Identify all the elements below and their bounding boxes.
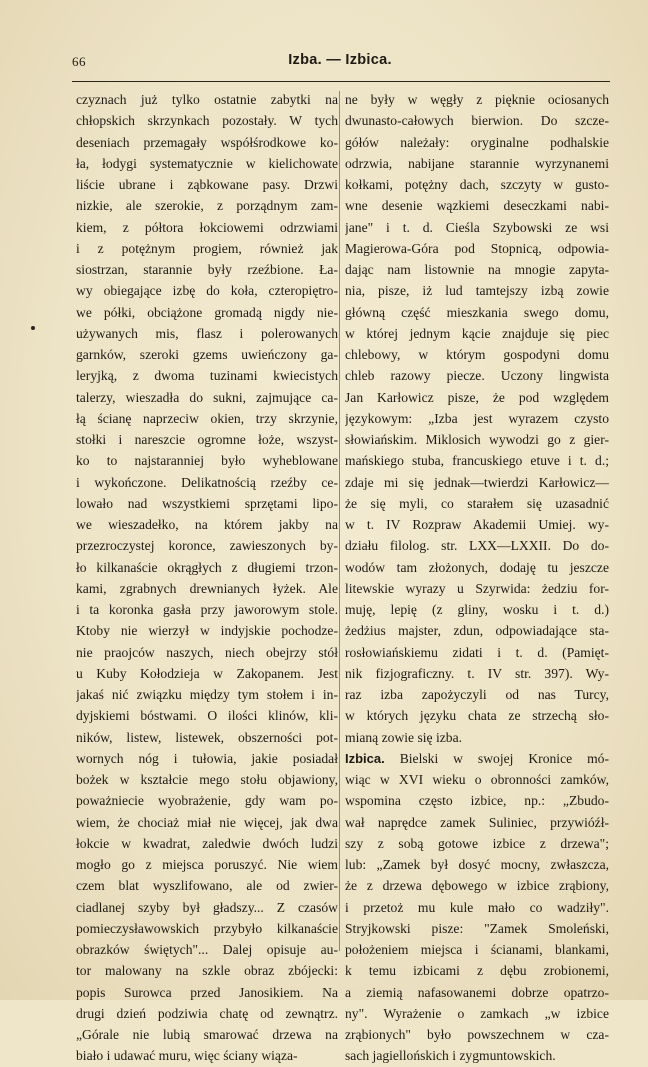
margin-mark — [31, 326, 35, 330]
text-line: popis Surowca przed Janosikiem. Na — [76, 984, 338, 1000]
text-line: pomieczysławowskich przybyło kilkanaście — [76, 920, 338, 936]
text-line: nizkie, ale szerokie, z porządnym zam- — [76, 198, 338, 214]
text-line: u Kuby Kołodzieja w Zakopanem. Jest — [76, 665, 338, 681]
text-line: Magierowa-Góra pod Stopnicą, odpowia- — [345, 240, 609, 256]
text-line: używanych mis, flasz i polerowanych — [76, 325, 338, 341]
text-line: odrzwia, nabijane starannie wyrzynanemi — [345, 155, 609, 171]
text-line: litewskie wyrazy u Szyrwida: żedziu for- — [345, 580, 609, 596]
running-title: Izba. — Izbica. — [288, 52, 392, 68]
text-line: a ziemią nafasowanemi dobrze opatrzo- — [345, 984, 609, 1000]
text-line: talerzy, wieszadła do sukni, zajmujące ca- — [76, 389, 338, 405]
text-line: dwunasto-całowych bierwion. Do szcze- — [345, 113, 609, 129]
text-line: Izbica. Bielski w swojej Kronice mó- — [345, 750, 609, 766]
text-line: lowało nad wszystkiemi sprzętami lipo- — [76, 495, 338, 511]
text-line: chlebowy, w którym gospodyni domu — [345, 347, 609, 362]
text-line: mogło go z miejsca poruszyć. Nie wiem — [76, 857, 338, 872]
text-line: łą ścianę naprzeciw okien, trzy skrzynie, — [76, 410, 338, 426]
text-line: liście ubrane i ząbkowane pasy. Drzwi — [76, 177, 338, 192]
text-line: kami, zgrabnych drewnianych łyżek. Ale — [76, 580, 338, 596]
text-line: ło kilkanaście okrągłych z długiemi trzon- — [76, 559, 338, 575]
text-line: kiem, z półtora łokciowemi odrzwiami — [76, 219, 338, 235]
text-line: w której jednym kącie znajduje się piec — [345, 325, 609, 341]
text-line: leryjką, z dwoma tuzinami kwiecistych — [76, 368, 338, 384]
text-line: i z potężnym progiem, również jak — [76, 240, 338, 256]
text-line: chleb razowy piecze. Uczony lingwista — [345, 368, 609, 384]
text-line: ników, listew, listewek, obszerności pot- — [76, 729, 338, 745]
text-line: wy obiegające izbę do koła, czteropiętro- — [76, 283, 338, 299]
text-line: nie praojców naszych, niech obejrzy stół — [76, 644, 338, 660]
text-line: drugi dzień podziwia chatę od zewnątrz. — [76, 1005, 338, 1021]
text-line: dając nam listownie na mnogie zapyta- — [345, 262, 609, 277]
text-line: Stryjkowski pisze: "Zamek Smoleński, — [345, 920, 609, 936]
text-line: wiem, że chociaż miał nie więcej, jak dwa — [76, 814, 338, 830]
text-line: wał naprędce zamek Suliniec, przywióźł- — [345, 814, 609, 830]
text-line: we półki, obciążone gromadą nigdy nie- — [76, 304, 338, 320]
text-line: łokcie w kwadrat, zaledwie dwóch ludzi — [76, 835, 338, 851]
text-line: Jan Karłowicz pisze, że pod względem — [345, 389, 609, 405]
text-line: rosłowiańskiemu zidati i t. d. (Pamięt- — [345, 644, 609, 660]
text-line: deseniach przemagały współśrodkowe ko- — [76, 134, 338, 150]
text-line: gółów należały: oryginalne podhalskie — [345, 134, 609, 150]
text-line: Ktoby nie wierzył w indyjskie pochodze- — [76, 623, 338, 639]
text-line: żedżius majster, zdun, odpowiadające sta- — [345, 623, 609, 639]
text-line: w których języku chata ze strzechą sło- — [345, 708, 609, 724]
text-line: obrazków świętych"... Dalej opisuje au- — [76, 942, 338, 957]
page-number: 66 — [72, 54, 86, 69]
page-header — [72, 54, 608, 76]
text-line: ła, łodygi systematycznie w kielichowate — [76, 155, 338, 171]
text-line: wornych nóg i tułowia, jakie posiadał — [76, 750, 338, 766]
text-line: muję, lepię (z gliny, wosku i t. d.) — [345, 602, 609, 617]
text-line: garnków, szeroki gzems uwieńczony ga- — [76, 347, 338, 362]
text-line: wodów tam złożonych, dodaję tu jeszcze — [345, 559, 609, 575]
text-line: siostrzan, starannie były rzeźbione. Ła- — [76, 262, 338, 277]
text-line: biało i udawać muru, więc ściany wiąza- — [76, 1048, 298, 1064]
text-line: wiąc w XVI wieku o obronności zamków, — [345, 772, 609, 787]
text-line: szy z sobą gotowe izbice z drzewa"; — [345, 835, 609, 851]
entry-heading: Izbica. — [345, 750, 385, 766]
text-line: ne były w węgły z pięknie ociosanych — [345, 92, 609, 107]
text-line: we wieszadełko, na którem jakby na — [76, 517, 338, 532]
text-line: kołkami, potężny dach, szczyty w gusto- — [345, 177, 609, 192]
text-line: dyjskiemi bóstwami. O ilości klinów, kli- — [76, 708, 338, 724]
text-line: i przetoż mu kule mało co wadziły". — [345, 899, 609, 915]
text-line: lub: „Zamek był dosyć mocny, zwłaszcza, — [345, 857, 609, 872]
right-text-column — [345, 89, 609, 1067]
text-line: stołki i nareszcie ogromne łoże, wszyst- — [76, 432, 338, 447]
text-line: główną część mieszkania swego domu, — [345, 304, 609, 320]
text-line: czyznach już tylko ostatnie zabytki na — [76, 92, 338, 107]
text-line: sach jagiellońskich i zygmuntowskich. — [345, 1048, 556, 1064]
text-line: nik fizjograficzny. t. IV str. 397). Wy- — [345, 665, 609, 681]
text-line: i wykończone. Delikatnością rzeźby ce- — [76, 474, 338, 490]
text-line: i ta koronka gasła przy jaworowym stole. — [76, 602, 338, 617]
text-line: mianą zowie się izba. — [345, 729, 463, 745]
text-line: zrąbionych" było powszechnem w cza- — [345, 1027, 609, 1042]
text-line: czem blat wyszlifowano, ale od zwier- — [76, 878, 338, 894]
text-line: jane" i t. d. Cieśla Szybowski ze wsi — [345, 219, 609, 235]
text-line: ciadlanej szyby był gładszy... Z czasów — [76, 899, 338, 915]
text-line: k temu izbicami z dębu zrobionemi, — [345, 963, 609, 979]
text-line: mańskiego stuba, francuskiego etuve i t. d.; — [345, 453, 609, 469]
text-line: tor malowany na szkle obraz zbójecki: — [76, 963, 338, 979]
text-line: ko to najstaranniej było wyheblowane — [76, 453, 338, 469]
text-line: zdaje mi się jednak—twierdzi Karłowicz— — [345, 474, 609, 490]
text-line: bożek w kształcie mego stołu objawiony, — [76, 772, 338, 787]
text-line: raz izba zapożyczyli od nas Turcy, — [345, 687, 609, 702]
text-line: działu filolog. str. LXX—LXXII. Do do- — [345, 538, 609, 554]
text-line: w t. IV Rozpraw Akademii Umiej. wy- — [345, 517, 609, 532]
text-line: że z drzewa dębowego w izbice zrąbiony, — [345, 878, 609, 894]
text-line: wspomina często izbice, np.: „Zbudo- — [345, 793, 609, 809]
text-line: położeniem miejsca i ścianami, blankami, — [345, 942, 609, 957]
text-line: jakaś nić związku między tym stołem i in- — [76, 687, 338, 702]
text-line: słowiańskim. Miklosich wywodzi go z gier- — [345, 432, 609, 447]
text-line: że się myli, co starałem się uzasadnić — [345, 495, 609, 511]
column-divider — [339, 91, 340, 951]
text-line: wne desenie wązkiemi deseczkami nabi- — [345, 198, 609, 214]
text-line: nia, pisze, iż lud tamtejszy izbą zowie — [345, 283, 609, 299]
text-line: językowym: „Izba jest wyrazem czysto — [345, 410, 609, 426]
text-line: przezroczystej koronce, zawieszonych by- — [76, 538, 338, 554]
text-line: poważniecie wyobrażenie, gdy wam po- — [76, 793, 338, 809]
text-line: „Górale nie lubią smarować drzewa na — [76, 1027, 338, 1042]
text-line: ny". Wyrażenie o zamkach „w izbice — [345, 1005, 609, 1021]
left-text-column — [76, 89, 338, 1067]
text-line: chłopskich skrzynkach pozostały. W tych — [76, 113, 338, 129]
header-rule — [72, 81, 610, 82]
